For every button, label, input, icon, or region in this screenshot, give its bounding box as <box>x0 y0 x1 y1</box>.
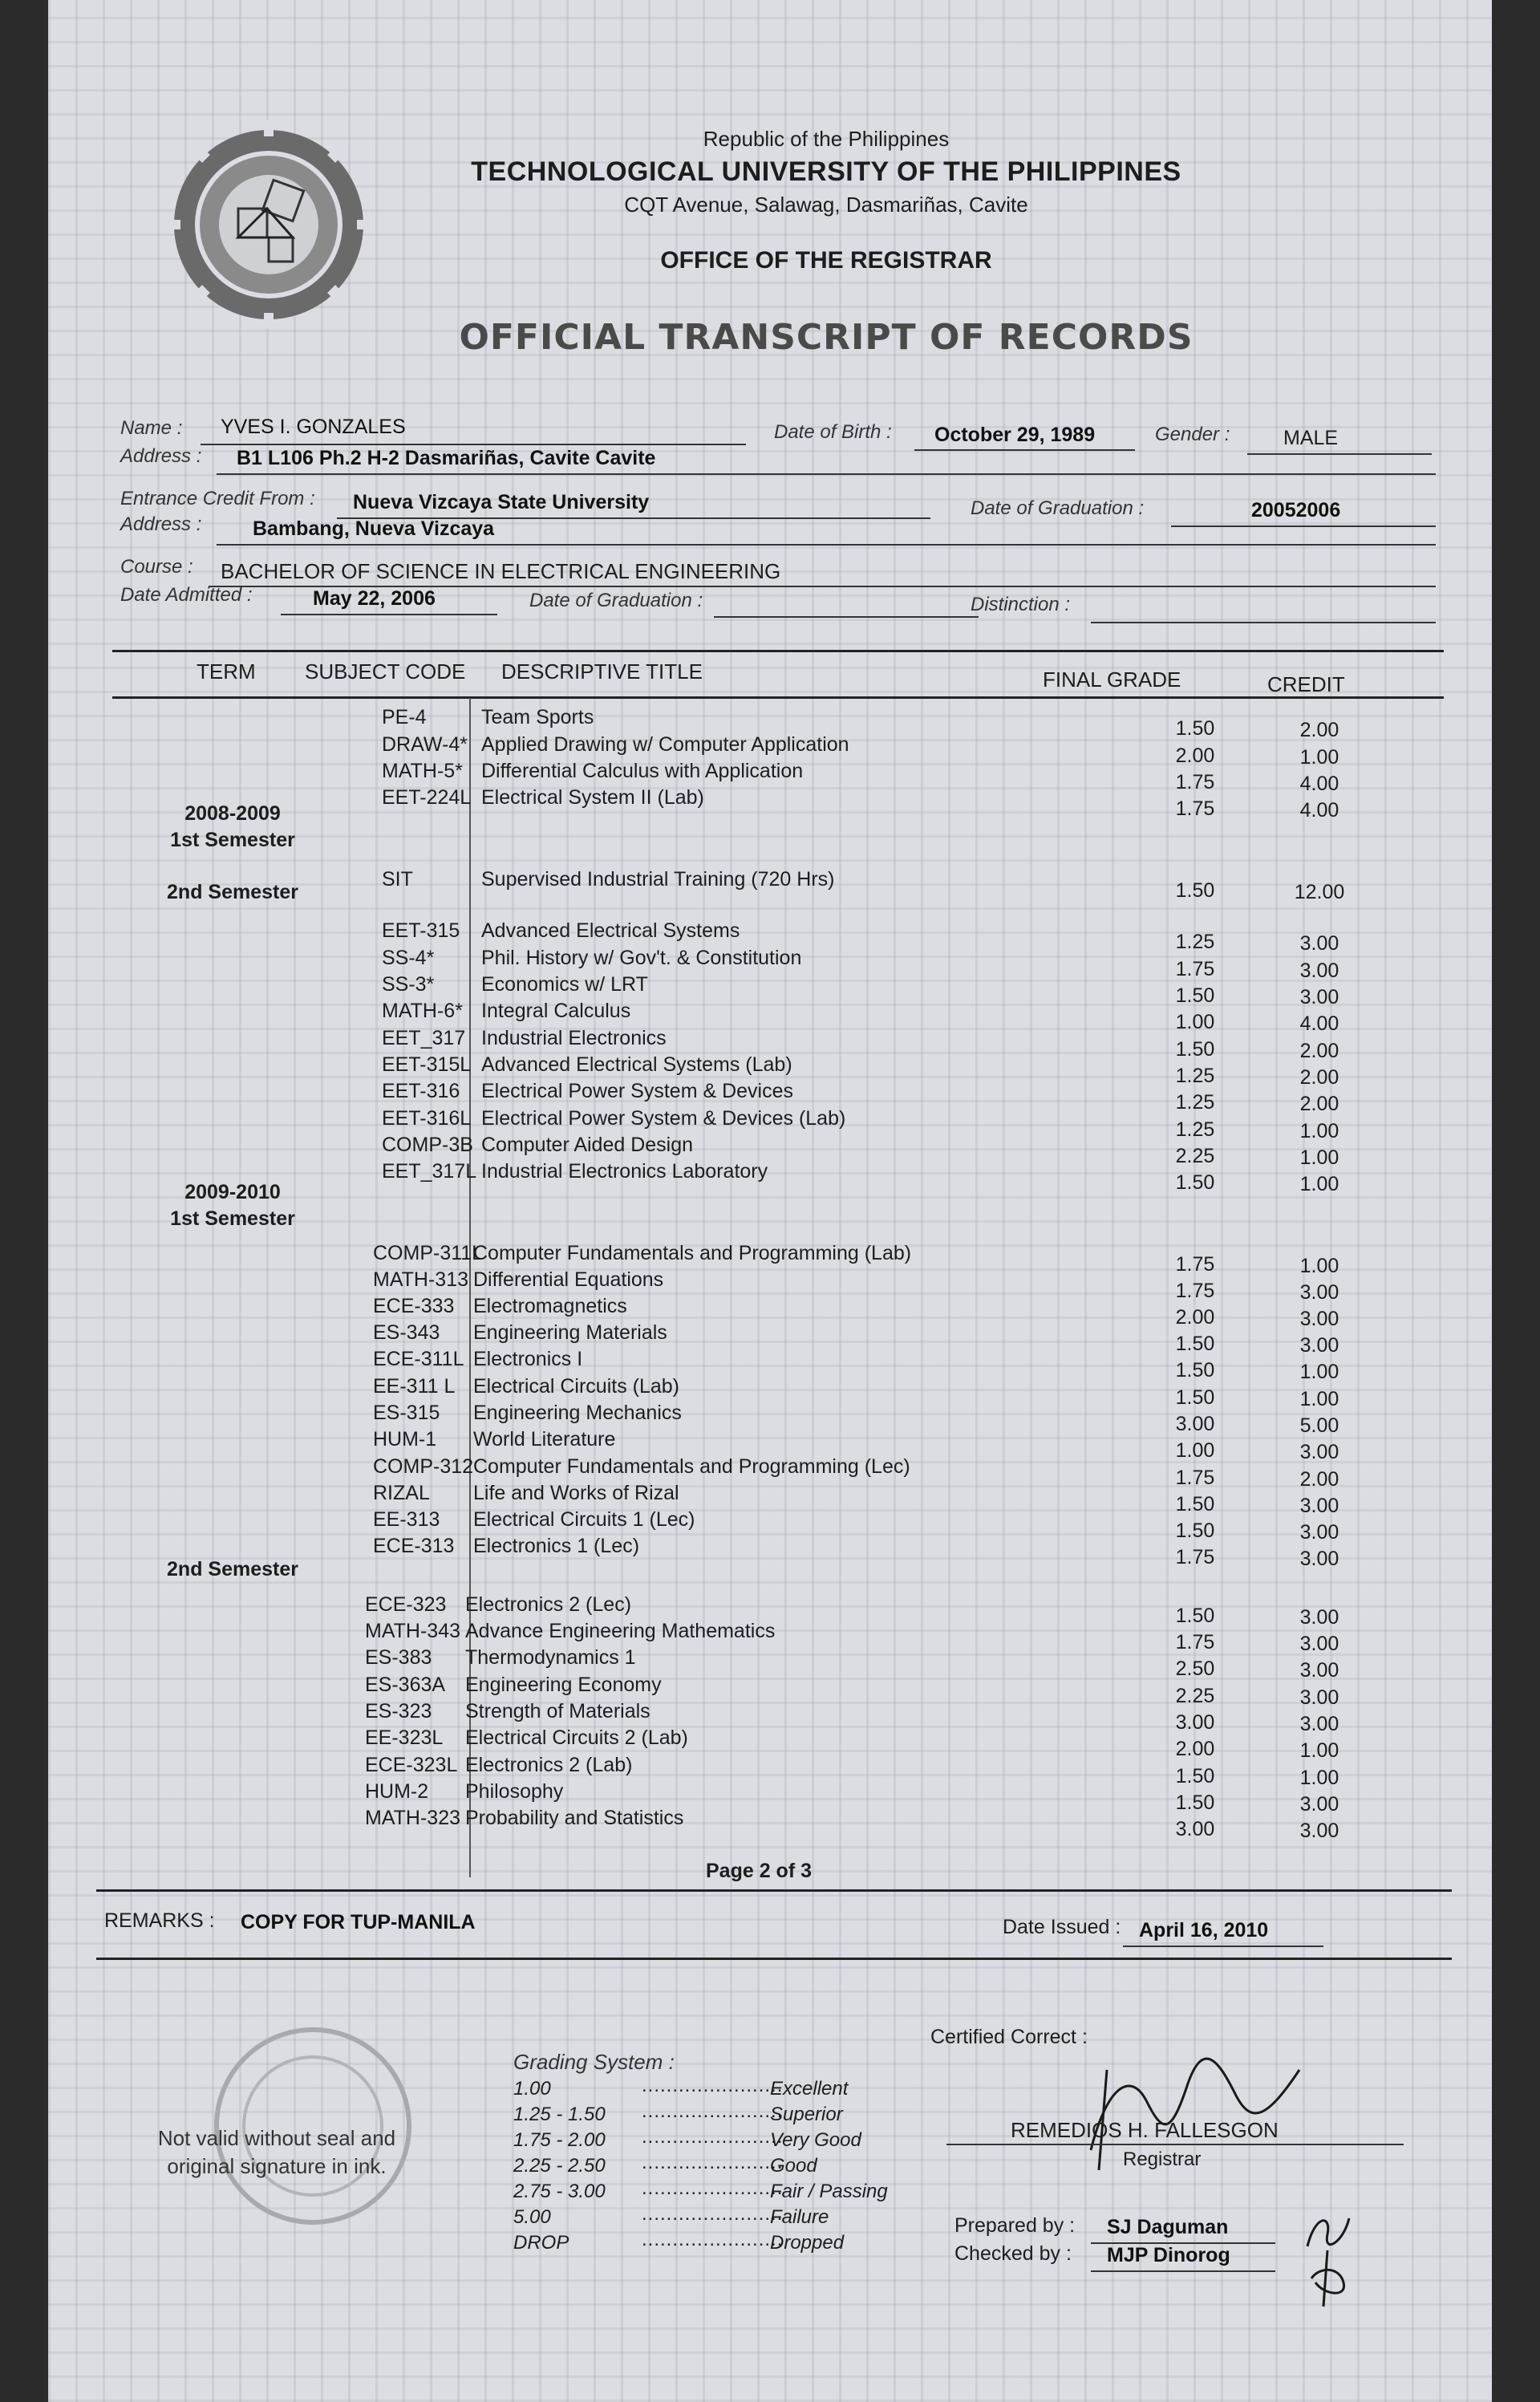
final-grade: 1.50 <box>1175 717 1215 740</box>
credit-units: 3.00 <box>1299 1441 1339 1463</box>
col-term: TERM <box>197 659 256 684</box>
dob-value: October 29, 1989 <box>934 424 1096 446</box>
credit-units: 4.00 <box>1299 773 1339 795</box>
office-title: OFFICE OF THE REGISTRAR <box>660 247 992 274</box>
col-credit: CREDIT <box>1267 672 1345 696</box>
final-grade: 1.50 <box>1175 879 1215 902</box>
not-valid-line-2: original signature in ink. <box>167 2154 387 2178</box>
grading-leader-dots: ....................... <box>642 2075 784 2096</box>
descriptive-title: Industrial Electronics Laboratory <box>481 1160 768 1183</box>
prepared-by-value: SJ Daguman <box>1107 2216 1229 2238</box>
final-grade: 1.50 <box>1175 1520 1215 1542</box>
grading-description: Very Good <box>770 2129 861 2151</box>
descriptive-title: Computer Fundamentals and Programming (Lec) <box>473 1455 910 1478</box>
grading-leader-dots: ....................... <box>642 2177 784 2199</box>
entrance-value: Nueva Vizcaya State University <box>353 491 650 513</box>
descriptive-title: Electrical Circuits 2 (Lab) <box>465 1726 688 1749</box>
credit-units: 1.00 <box>1299 1120 1339 1142</box>
subject-code: MATH-6* <box>382 1000 463 1022</box>
gender-value: MALE <box>1283 427 1339 449</box>
credit-units: 1.00 <box>1299 1739 1339 1762</box>
subject-code: EE-311 L <box>373 1375 456 1398</box>
subject-code: ES-343 <box>373 1321 440 1344</box>
credit-units: 3.00 <box>1299 960 1339 982</box>
credit-units: 2.00 <box>1299 1066 1339 1089</box>
credit-units: 3.00 <box>1299 1334 1339 1357</box>
subject-code: EET-316 <box>382 1080 460 1102</box>
credit-units: 3.00 <box>1299 1633 1339 1655</box>
descriptive-title: Computer Fundamentals and Programming (Lab) <box>473 1242 912 1264</box>
final-grade: 1.50 <box>1175 1605 1215 1627</box>
final-grade: 1.50 <box>1175 1791 1215 1814</box>
subject-code: PE-4 <box>382 706 427 728</box>
subject-code: EET_317 <box>382 1027 466 1049</box>
final-grade: 1.25 <box>1175 931 1215 953</box>
subject-code: ES-363A <box>365 1674 446 1696</box>
subject-code: DRAW-4* <box>382 733 468 756</box>
grading-range: 1.25 - 1.50 <box>513 2104 606 2125</box>
grading-description: Failure <box>770 2206 829 2228</box>
descriptive-title: Electronics 2 (Lab) <box>465 1754 633 1776</box>
grading-range: 2.25 - 2.50 <box>513 2155 606 2177</box>
grading-range: 1.00 <box>513 2078 551 2100</box>
credit-units: 3.00 <box>1299 932 1339 955</box>
final-grade: 3.00 <box>1175 1818 1215 1840</box>
subject-code: COMP-311L <box>373 1242 484 1264</box>
final-grade: 1.50 <box>1175 1333 1215 1355</box>
descriptive-title: Probability and Statistics <box>465 1807 684 1829</box>
descriptive-title: Electrical Circuits 1 (Lec) <box>473 1508 695 1531</box>
descriptive-title: Integral Calculus <box>481 1000 631 1022</box>
entrance-address-value: Bambang, Nueva Vizcaya <box>253 517 495 540</box>
final-grade: 1.75 <box>1175 1631 1215 1653</box>
grading-range: 2.75 - 3.00 <box>513 2181 606 2202</box>
credit-units: 1.00 <box>1299 1255 1339 1277</box>
course-label: Course : <box>120 556 193 578</box>
credit-units: 3.00 <box>1299 1820 1339 1842</box>
col-final-grade: FINAL GRADE <box>1043 667 1181 692</box>
term-semester: 2nd Semester <box>167 1558 298 1580</box>
grading-description: Excellent <box>770 2078 849 2100</box>
credit-units: 3.00 <box>1299 1793 1339 1816</box>
grading-range: 1.75 - 2.00 <box>513 2129 606 2151</box>
subject-code: ES-315 <box>373 1402 440 1424</box>
subject-code: SIT <box>382 868 413 891</box>
name-label: Name : <box>120 417 183 439</box>
grading-leader-dots: ....................... <box>642 2100 784 2122</box>
subject-code: EET-224L <box>382 786 472 809</box>
subject-code: EET-315 <box>382 919 460 942</box>
student-name: YVES I. GONZALES <box>221 416 406 438</box>
final-grade: 2.25 <box>1175 1685 1215 1707</box>
grading-description: Good <box>770 2155 817 2177</box>
descriptive-title: Electrical Power System & Devices <box>481 1080 794 1102</box>
descriptive-title: Electrical Power System & Devices (Lab) <box>481 1107 846 1130</box>
final-grade: 1.75 <box>1175 1546 1215 1568</box>
credit-units: 2.00 <box>1299 1468 1339 1491</box>
grading-leader-dots: ....................... <box>642 2152 784 2173</box>
not-valid-line-1: Not valid without seal and <box>157 2126 396 2150</box>
subject-code: ECE-311L <box>373 1348 464 1370</box>
descriptive-title: Electronics 2 (Lec) <box>465 1593 632 1616</box>
final-grade: 3.00 <box>1175 1711 1215 1734</box>
term-year: 2009-2010 <box>184 1181 281 1203</box>
final-grade: 2.00 <box>1175 745 1215 767</box>
subject-code: ECE-313 <box>373 1535 455 1557</box>
final-grade: 1.00 <box>1175 1011 1215 1033</box>
credit-units: 3.00 <box>1299 986 1339 1008</box>
descriptive-title: Engineering Mechanics <box>473 1402 682 1424</box>
subject-code: COMP-312 <box>373 1455 474 1478</box>
date-issued-value: April 16, 2010 <box>1139 1919 1269 1941</box>
descriptive-title: Advance Engineering Mathematics <box>465 1620 776 1642</box>
distinction-label: Distinction : <box>971 594 1071 615</box>
final-grade: 1.75 <box>1175 1280 1215 1302</box>
subject-code: HUM-1 <box>373 1428 437 1451</box>
descriptive-title: Industrial Electronics <box>481 1027 667 1049</box>
credit-units: 3.00 <box>1299 1548 1339 1570</box>
credit-units: 1.00 <box>1299 1767 1339 1789</box>
credit-units: 3.00 <box>1299 1713 1339 1735</box>
final-grade: 2.50 <box>1175 1657 1215 1680</box>
subject-code: EET-316L <box>382 1107 472 1130</box>
university-name: TECHNOLOGICAL UNIVERSITY OF THE PHILIPPINES <box>471 156 1181 187</box>
descriptive-title: Electrical System II (Lab) <box>481 786 704 809</box>
subject-code: ECE-333 <box>373 1295 455 1317</box>
subject-code: ES-323 <box>365 1700 432 1722</box>
descriptive-title: Engineering Materials <box>473 1321 667 1344</box>
checked-by-initials <box>1299 2246 1356 2311</box>
remarks-value: COPY FOR TUP-MANILA <box>241 1911 476 1933</box>
credit-units: 2.00 <box>1299 1093 1339 1115</box>
descriptive-title: World Literature <box>473 1428 616 1451</box>
credit-units: 3.00 <box>1299 1686 1339 1709</box>
checked-by-label: Checked by : <box>954 2242 1072 2265</box>
final-grade: 1.50 <box>1175 1386 1215 1409</box>
grading-leader-dots: ....................... <box>642 2203 784 2225</box>
term-year: 2008-2009 <box>184 802 281 825</box>
final-grade: 1.25 <box>1175 1118 1215 1141</box>
subject-code: MATH-5* <box>382 760 463 782</box>
final-grade: 1.75 <box>1175 797 1215 820</box>
credit-units: 1.00 <box>1299 1146 1339 1169</box>
remarks-label: REMARKS : <box>104 1909 215 1932</box>
credit-units: 3.00 <box>1299 1659 1339 1682</box>
descriptive-title: Differential Calculus with Application <box>481 760 804 782</box>
descriptive-title: Differential Equations <box>473 1268 664 1291</box>
grading-leader-dots: ....................... <box>642 2126 784 2148</box>
grading-system-title: Grading System : <box>513 2050 675 2074</box>
grading-range: 5.00 <box>513 2206 551 2228</box>
descriptive-title: Supervised Industrial Training (720 Hrs) <box>481 868 835 891</box>
credit-units: 3.00 <box>1299 1281 1339 1304</box>
credit-units: 3.00 <box>1299 1308 1339 1330</box>
col-descriptive-title: DESCRIPTIVE TITLE <box>501 659 703 684</box>
final-grade: 1.50 <box>1175 1765 1215 1787</box>
subject-code: EE-313 <box>373 1508 440 1531</box>
descriptive-title: Life and Works of Rizal <box>473 1482 679 1504</box>
subject-code: MATH-313 <box>373 1268 469 1291</box>
final-grade: 1.25 <box>1175 1091 1215 1114</box>
admitted-value: May 22, 2006 <box>313 587 436 610</box>
final-grade: 1.50 <box>1175 984 1215 1007</box>
credit-units: 1.00 <box>1299 1173 1339 1195</box>
subject-code: EET-315L <box>382 1053 472 1076</box>
date-issued-label: Date Issued : <box>1003 1916 1121 1938</box>
final-grade: 1.50 <box>1175 1493 1215 1515</box>
registrar-title: Registrar <box>1123 2148 1202 2170</box>
credit-units: 4.00 <box>1299 1012 1339 1035</box>
subject-code: ES-383 <box>365 1646 432 1669</box>
grading-description: Dropped <box>770 2232 845 2254</box>
final-grade: 1.75 <box>1175 771 1215 793</box>
subject-code: SS-4* <box>382 947 435 969</box>
republic-text: Republic of the Philippines <box>703 127 950 151</box>
final-grade: 2.00 <box>1175 1306 1215 1329</box>
credit-units: 3.00 <box>1299 1521 1339 1544</box>
checked-by-value: MJP Dinorog <box>1107 2244 1230 2266</box>
admitted-label: Date Admitted : <box>120 584 253 606</box>
university-seal <box>164 120 373 329</box>
credit-units: 3.00 <box>1299 1495 1339 1517</box>
entrance-grad-value: 20052006 <box>1251 499 1341 521</box>
subject-code: MATH-323 <box>365 1807 461 1829</box>
credit-units: 1.00 <box>1299 746 1339 769</box>
subject-code: COMP-3B <box>382 1134 473 1156</box>
credit-units: 4.00 <box>1299 799 1339 822</box>
certified-correct-label: Certified Correct : <box>930 2026 1088 2048</box>
credit-units: 1.00 <box>1299 1361 1339 1383</box>
address-value: B1 L106 Ph.2 H-2 Dasmariñas, Cavite Cavite <box>237 447 656 469</box>
page-number: Page 2 of 3 <box>706 1860 812 1882</box>
grading-description: Superior <box>770 2104 843 2125</box>
prepared-by-label: Prepared by : <box>954 2214 1076 2237</box>
course-value: BACHELOR OF SCIENCE IN ELECTRICAL ENGINEERING <box>221 559 781 583</box>
grading-range: DROP <box>513 2232 569 2254</box>
descriptive-title: Electronics 1 (Lec) <box>473 1535 640 1557</box>
term-semester: 1st Semester <box>170 829 295 851</box>
credit-units: 12.00 <box>1294 881 1345 903</box>
credit-units: 2.00 <box>1299 719 1339 741</box>
final-grade: 1.75 <box>1175 1467 1215 1489</box>
final-grade: 1.50 <box>1175 1038 1215 1061</box>
subject-code: MATH-343 <box>365 1620 461 1642</box>
descriptive-title: Engineering Economy <box>465 1674 662 1696</box>
subject-code: RIZAL <box>373 1482 430 1504</box>
descriptive-title: Phil. History w/ Gov't. & Constitution <box>481 947 802 969</box>
final-grade: 1.25 <box>1175 1065 1215 1087</box>
subject-code: ECE-323L <box>365 1754 458 1776</box>
descriptive-title: Philosophy <box>465 1780 564 1803</box>
final-grade: 1.00 <box>1175 1439 1215 1462</box>
document-title: OFFICIAL TRANSCRIPT OF RECORDS <box>459 317 1194 358</box>
gender-label: Gender : <box>1155 424 1230 445</box>
term-semester: 2nd Semester <box>167 881 298 903</box>
term-semester: 1st Semester <box>170 1207 295 1230</box>
descriptive-title: Electronics I <box>473 1348 583 1370</box>
credit-units: 1.00 <box>1299 1388 1339 1410</box>
entrance-label: Entrance Credit From : <box>120 488 315 509</box>
descriptive-title: Thermodynamics 1 <box>465 1646 636 1669</box>
credit-units: 3.00 <box>1299 1606 1339 1629</box>
grading-leader-dots: ....................... <box>642 2229 784 2250</box>
col-subject-code: SUBJECT CODE <box>305 659 466 684</box>
final-grade: 1.50 <box>1175 1359 1215 1382</box>
subject-code: SS-3* <box>382 973 435 996</box>
descriptive-title: Applied Drawing w/ Computer Application <box>481 733 849 756</box>
descriptive-title: Advanced Electrical Systems (Lab) <box>481 1053 792 1076</box>
subject-code: EE-323L <box>365 1726 444 1749</box>
university-address: CQT Avenue, Salawag, Dasmariñas, Cavite <box>624 193 1028 217</box>
final-grade: 1.50 <box>1175 1171 1215 1194</box>
dob-label: Date of Birth : <box>774 421 892 443</box>
credit-units: 5.00 <box>1299 1414 1339 1437</box>
subject-code: ECE-323 <box>365 1593 447 1616</box>
final-grade: 1.75 <box>1175 958 1215 980</box>
final-grade: 3.00 <box>1175 1413 1215 1435</box>
entrance-address-label: Address : <box>120 513 202 535</box>
address-label: Address : <box>120 445 202 467</box>
descriptive-title: Economics w/ LRT <box>481 973 648 996</box>
entrance-grad-label: Date of Graduation : <box>971 497 1145 519</box>
graduation-label: Date of Graduation : <box>529 590 703 611</box>
descriptive-title: Electrical Circuits (Lab) <box>473 1375 680 1398</box>
final-grade: 2.25 <box>1175 1145 1215 1167</box>
descriptive-title: Strength of Materials <box>465 1700 650 1722</box>
registrar-name: REMEDIOS H. FALLESGON <box>1011 2118 1279 2142</box>
grading-description: Fair / Passing <box>770 2181 888 2202</box>
subject-code: HUM-2 <box>365 1780 429 1803</box>
transcript-page <box>48 0 1492 2402</box>
final-grade: 1.75 <box>1175 1253 1215 1276</box>
final-grade: 2.00 <box>1175 1738 1215 1760</box>
credit-units: 2.00 <box>1299 1040 1339 1062</box>
descriptive-title: Team Sports <box>481 706 594 728</box>
subject-code: EET_317L <box>382 1160 477 1183</box>
descriptive-title: Computer Aided Design <box>481 1134 694 1156</box>
descriptive-title: Electromagnetics <box>473 1295 627 1317</box>
descriptive-title: Advanced Electrical Systems <box>481 919 740 942</box>
